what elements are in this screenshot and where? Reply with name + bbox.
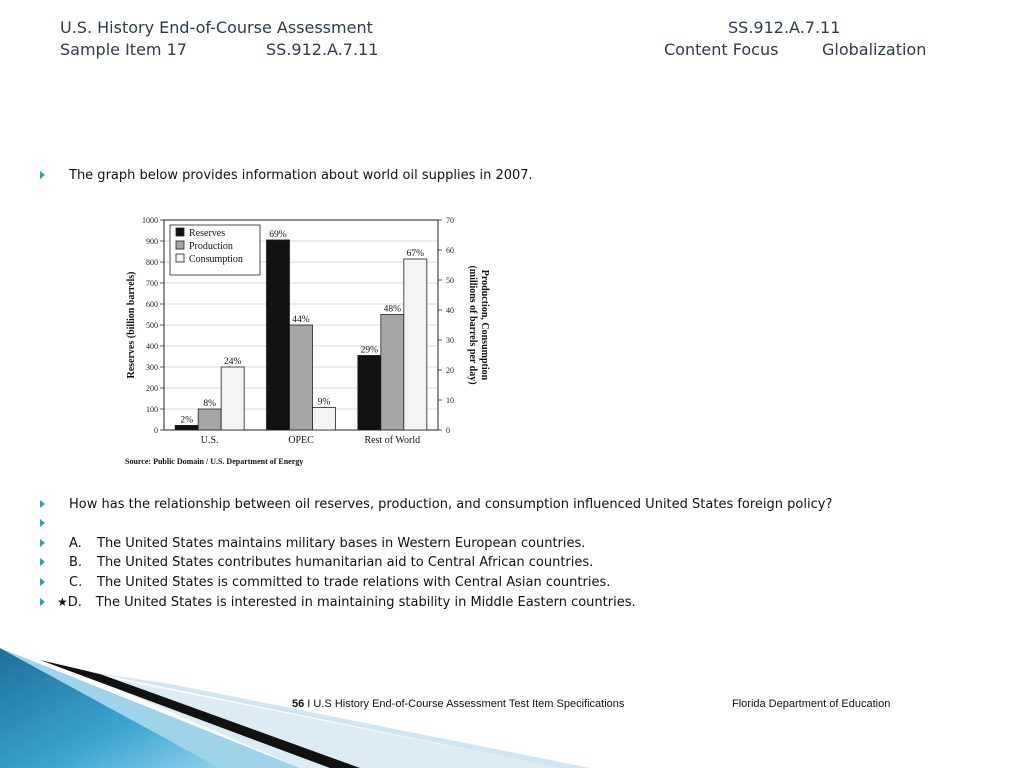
bullet-icon <box>40 598 45 606</box>
bar-production <box>198 409 221 430</box>
bar-data-label: 29% <box>360 345 379 356</box>
legend-label: Reserves <box>189 228 226 239</box>
empty-bullet-line <box>40 516 69 531</box>
y-tick-label: 200 <box>146 384 158 393</box>
page-number: 56 <box>292 698 305 710</box>
x-tick-label: OPEC <box>288 435 314 446</box>
sample-item-code: SS.912.A.7.11 <box>266 40 379 59</box>
footer-separator: I <box>304 698 314 710</box>
bar-data-label: 69% <box>269 229 287 240</box>
footer-title: U.S History End-of-Course Assessment Test Item Specifications <box>313 698 625 710</box>
y2-tick-label: 50 <box>446 276 454 285</box>
y-tick-label: 900 <box>146 237 158 246</box>
bar-data-label: 24% <box>223 357 242 367</box>
y-tick-label: 800 <box>146 258 158 267</box>
y2-tick-label: 10 <box>446 396 454 405</box>
x-tick-label: U.S. <box>200 435 219 446</box>
footer-org: Florida Department of Education <box>732 698 891 710</box>
question-text: How has the relationship between oil reserves, production, and consumption influenced United States foreign policy? <box>69 497 833 512</box>
bar-data-label: 67% <box>406 249 425 259</box>
intro-text: The graph below provides information about world oil supplies in 2007. <box>69 168 533 183</box>
sample-item-label: Sample Item 17 <box>60 40 187 59</box>
bar-production <box>381 315 404 431</box>
y2-axis-label: Production, Consumption <box>479 269 490 381</box>
answer-star-icon: ★ <box>57 595 68 609</box>
bar-data-label: 2% <box>180 415 194 426</box>
option-text: The United States is committed to trade relations with Central Asian countries. <box>97 575 611 590</box>
bar-data-label: 44% <box>292 315 310 325</box>
oil-supply-chart <box>120 210 500 475</box>
y-tick-label: 300 <box>146 363 158 372</box>
option-letter: D. <box>67 595 82 610</box>
bullet-icon <box>40 578 45 586</box>
y-tick-label: 0 <box>154 426 158 435</box>
option-b[interactable] <box>40 555 593 570</box>
y2-axis-label-units: (millions of barrels per day) <box>467 265 478 385</box>
option-letter: B. <box>69 555 83 570</box>
y2-tick-label: 0 <box>446 426 450 435</box>
y-tick-label: 700 <box>146 279 158 288</box>
bullet-icon <box>40 539 45 547</box>
option-c[interactable] <box>40 575 610 590</box>
x-tick-label: Rest of World <box>364 435 421 446</box>
legend-label: Production <box>189 241 233 252</box>
y2-tick-label: 70 <box>446 216 454 225</box>
option-d[interactable] <box>40 595 636 610</box>
legend-swatch <box>176 254 184 262</box>
content-focus-value: Globalization <box>822 40 927 59</box>
footer-left <box>292 698 624 710</box>
legend-label: Consumption <box>189 254 243 265</box>
option-letter: A. <box>69 536 82 551</box>
bar-reserves <box>267 240 290 430</box>
content-focus-label: Content Focus <box>664 40 779 59</box>
bullet-icon <box>40 519 45 527</box>
option-letter: C. <box>69 575 83 590</box>
header-title: U.S. History End-of-Course Assessment <box>60 18 373 37</box>
y-tick-label: 600 <box>146 300 158 309</box>
intro-line <box>40 168 533 183</box>
option-text: The United States maintains military bases in Western European countries. <box>97 536 586 551</box>
y-tick-label: 500 <box>146 321 158 330</box>
y-axis-label: Reserves (billion barrels) <box>126 271 137 379</box>
header-benchmark: SS.912.A.7.11 <box>728 18 841 37</box>
bar-reserves <box>175 425 198 430</box>
bar-reserves <box>358 355 381 430</box>
bar-data-label: 8% <box>203 399 217 409</box>
y-tick-label: 1000 <box>142 216 158 225</box>
bar-production <box>290 325 313 430</box>
option-text: The United States contributes humanitarian aid to Central African countries. <box>97 555 594 570</box>
bar-consumption <box>221 367 244 430</box>
bar-data-label: 48% <box>383 304 402 315</box>
y2-tick-label: 30 <box>446 336 454 345</box>
bar-consumption <box>313 408 336 431</box>
question-line <box>40 497 832 512</box>
y-tick-label: 400 <box>146 342 158 351</box>
bullet-icon <box>40 558 45 566</box>
option-a[interactable] <box>40 536 585 551</box>
y2-tick-label: 40 <box>446 306 454 315</box>
chart-source: Source: Public Domain / U.S. Department of Energy <box>125 457 304 466</box>
bar-consumption <box>404 259 427 430</box>
legend-swatch <box>176 241 184 249</box>
y-tick-label: 100 <box>146 405 158 414</box>
bar-data-label: 9% <box>317 397 331 408</box>
y2-tick-label: 60 <box>446 246 454 255</box>
bullet-icon <box>40 171 45 179</box>
bullet-icon <box>40 500 45 508</box>
y2-tick-label: 20 <box>446 366 454 375</box>
option-text: The United States is interested in maintaining stability in Middle Eastern countries. <box>95 595 636 610</box>
legend-swatch <box>176 228 184 236</box>
